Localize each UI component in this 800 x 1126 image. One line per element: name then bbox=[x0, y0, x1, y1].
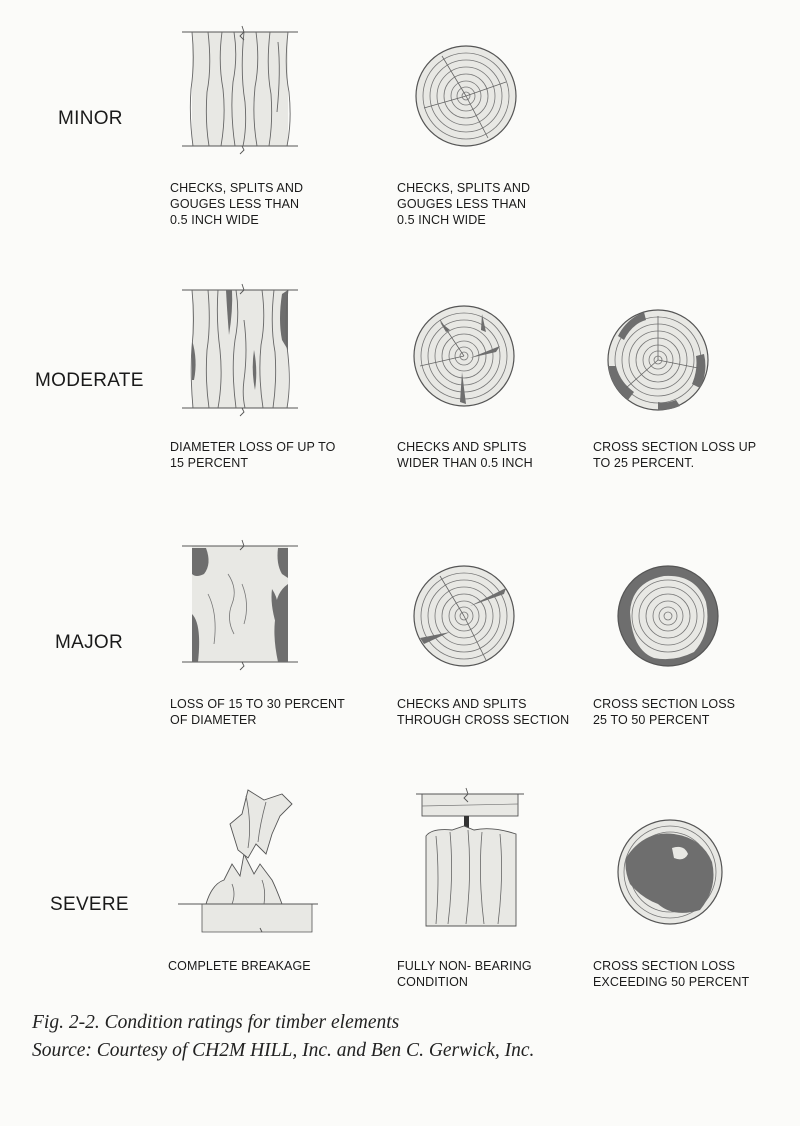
minor-cross-section bbox=[412, 42, 522, 152]
caption-major-side: LOSS OF 15 TO 30 PERCENT OF DIAMETER bbox=[170, 697, 345, 727]
caption-severe-loss: CROSS SECTION LOSS EXCEEDING 50 PERCENT bbox=[593, 959, 750, 989]
caption-severe-breakage: COMPLETE BREAKAGE bbox=[168, 959, 311, 973]
caption-major-loss: CROSS SECTION LOSS 25 TO 50 PERCENT bbox=[593, 697, 736, 727]
moderate-loss-cross-section bbox=[604, 306, 714, 416]
caption-minor-section: CHECKS, SPLITS AND GOUGES LESS THAN 0.5 INCH WIDE bbox=[397, 181, 531, 227]
caption-severe-nonbearing: FULLY NON- BEARING CONDITION bbox=[397, 959, 532, 989]
caption-moderate-loss: CROSS SECTION LOSS UP TO 25 PERCENT. bbox=[593, 440, 757, 470]
severe-non-bearing-view bbox=[412, 786, 532, 936]
severe-loss-cross-section bbox=[614, 818, 730, 928]
moderate-checks-cross-section bbox=[410, 302, 522, 414]
caption-major-checks: CHECKS AND SPLITS THROUGH CROSS SECTION bbox=[397, 697, 570, 727]
minor-pile-side-view bbox=[178, 22, 308, 158]
moderate-pile-side-view bbox=[178, 280, 308, 420]
major-checks-cross-section bbox=[410, 562, 522, 674]
figure-caption-source: Source: Courtesy of CH2M HILL, Inc. and Ben C. Gerwick, Inc. bbox=[32, 1040, 535, 1061]
severe-breakage-view bbox=[172, 784, 322, 934]
major-pile-side-view bbox=[178, 534, 308, 674]
figure-caption-title: Fig. 2-2. Condition ratings for timber elements bbox=[32, 1012, 400, 1033]
caption-minor-side: CHECKS, SPLITS AND GOUGES LESS THAN 0.5 INCH WIDE bbox=[170, 181, 304, 227]
caption-moderate-side: DIAMETER LOSS OF UP TO 15 PERCENT bbox=[170, 440, 336, 470]
rating-major: MAJOR bbox=[55, 632, 123, 653]
rating-moderate: MODERATE bbox=[35, 370, 144, 391]
caption-moderate-checks: CHECKS AND SPLITS WIDER THAN 0.5 INCH bbox=[397, 440, 533, 470]
rating-minor: MINOR bbox=[58, 108, 123, 129]
rating-severe: SEVERE bbox=[50, 894, 129, 915]
major-loss-cross-section bbox=[614, 562, 724, 672]
